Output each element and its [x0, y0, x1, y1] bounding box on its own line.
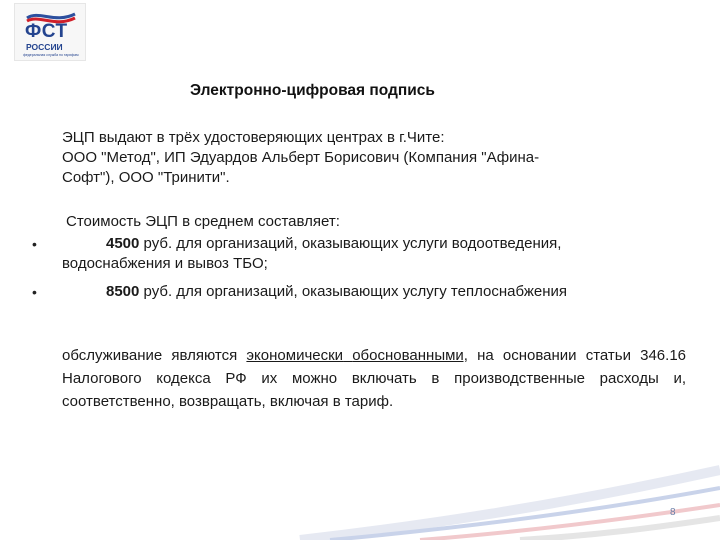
- underlined-economic: экономически: [246, 347, 344, 364]
- bullet-1-text-line-1: руб. для организаций, оказывающих услуги водоотведения,: [139, 235, 562, 252]
- fst-logo: [14, 3, 86, 61]
- conclusion-part-1: обслуживание являются: [62, 347, 247, 364]
- intro-paragraph: [62, 128, 652, 188]
- bullet-1-text-line-2: водоснабжения и вывоз ТБО;: [62, 255, 268, 272]
- logo-country: РОССИИ: [26, 42, 63, 52]
- bullet-item-2: [62, 282, 672, 302]
- bullet-marker-2: •: [32, 284, 37, 300]
- intro-line-2: ООО "Метод", ИП Эдуардов Альберт Борисович (Компания "Афина-: [62, 149, 540, 166]
- cost-heading: Стоимость ЭЦП в среднем составляет:: [66, 213, 340, 230]
- bullet-2-text-line-1: руб. для организаций, оказывающих услугу теплоснабжения: [139, 283, 568, 300]
- bullet-marker-1: •: [32, 236, 37, 252]
- logo-tagline: федеральная служба по тарифам: [23, 53, 79, 57]
- amount-1: 4500: [106, 235, 140, 252]
- underlined-space: [343, 347, 352, 364]
- page-number: 8: [670, 507, 676, 518]
- intro-line-1: ЭЦП выдают в трёх удостоверяющих центрах в г.Чите:: [62, 129, 445, 146]
- slide-title: Электронно-цифровая подпись: [190, 82, 435, 99]
- bullet-item-1: [62, 234, 672, 274]
- conclusion-part-2: на основании статьи 346.16 Налогового кодекса РФ их можно включать в производственные расходы и, соответственно, возвращать, включая в тариф.: [62, 347, 687, 410]
- conclusion-paragraph: [62, 344, 686, 413]
- underlined-justified: обоснованными,: [352, 347, 468, 364]
- logo-name: ФСТ: [25, 21, 68, 42]
- amount-2: 8500: [106, 283, 140, 300]
- intro-line-3: Софт"), ООО "Тринити".: [62, 169, 230, 186]
